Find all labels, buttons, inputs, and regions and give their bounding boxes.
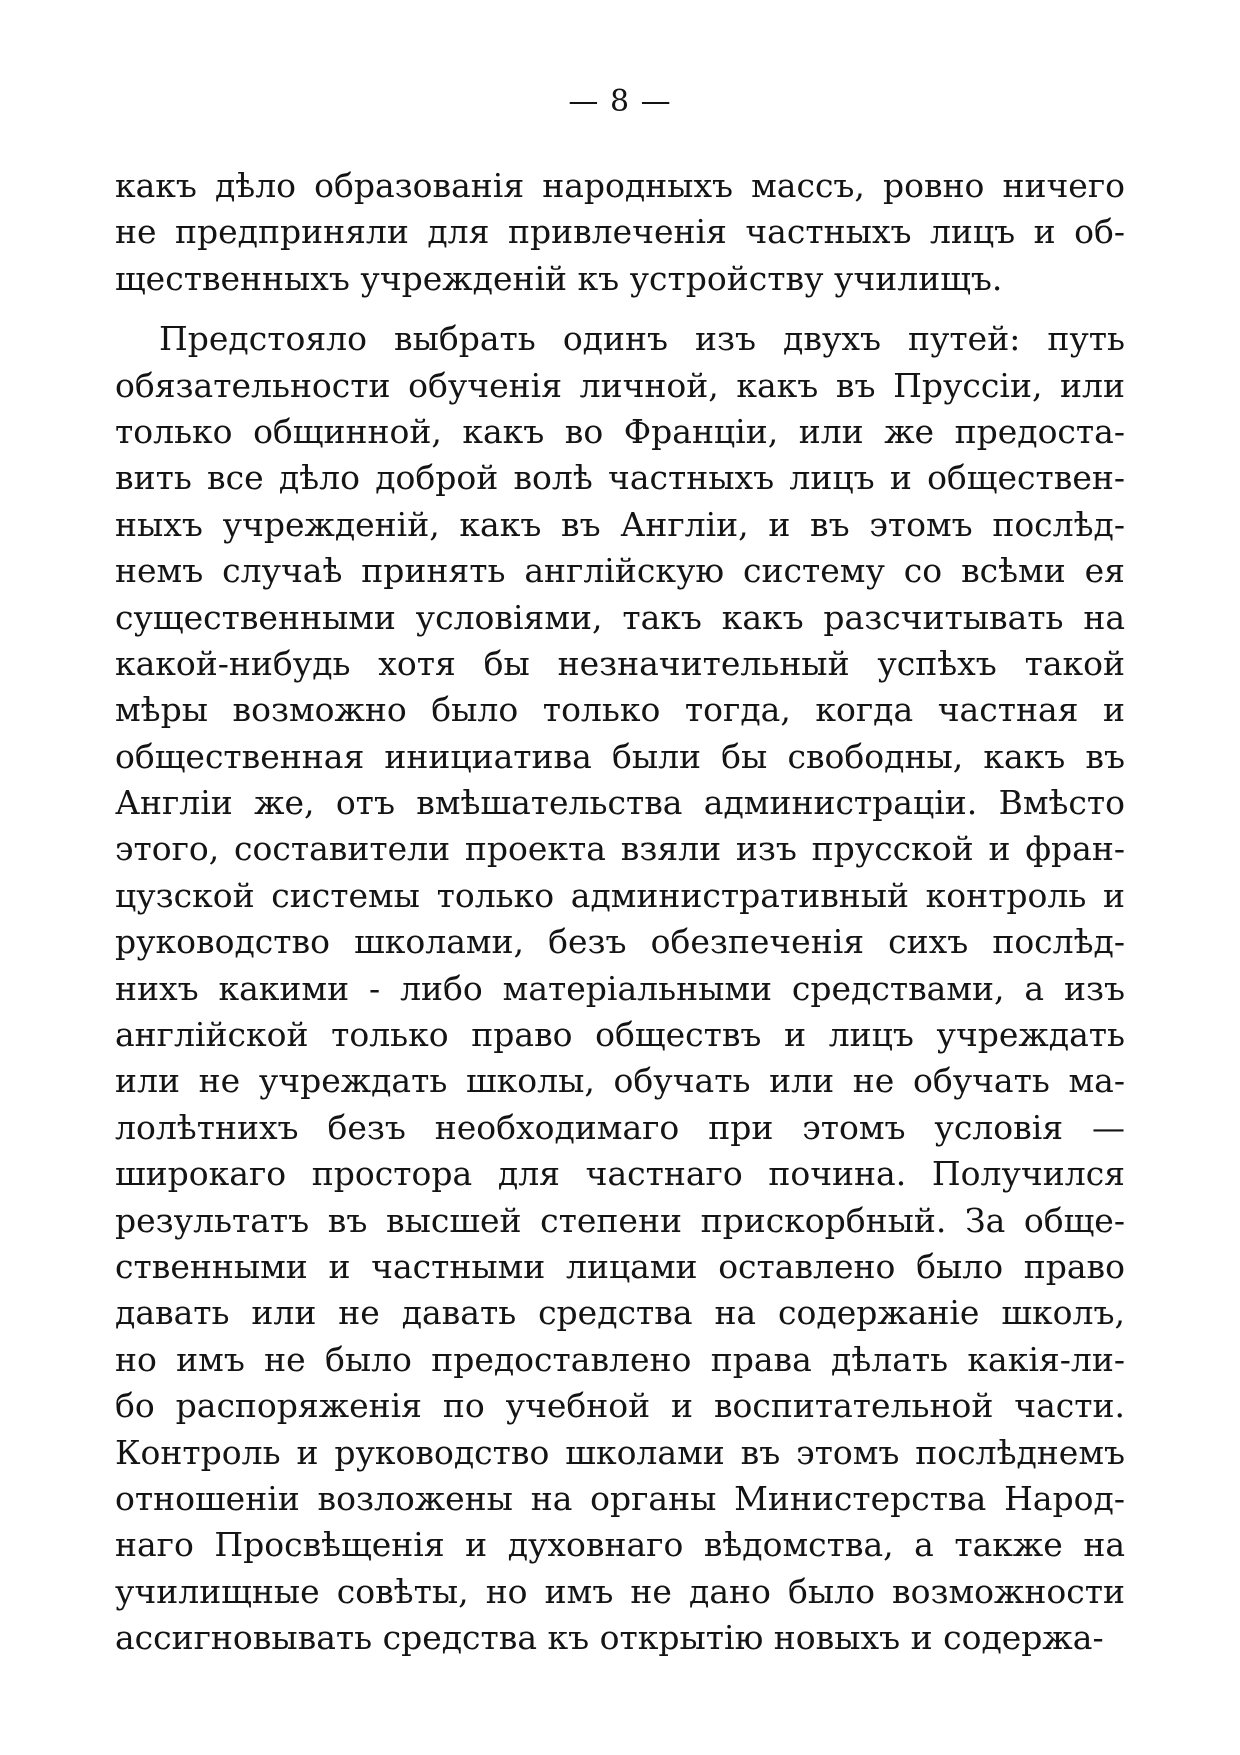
text-line: только общинной, какъ во Франціи, или же предоста-	[115, 411, 1125, 451]
text-line: щественныхъ учрежденій къ устройству училищъ.	[115, 258, 1003, 298]
text-line: результатъ въ высшей степени прискорбный. За обще-	[115, 1200, 1125, 1240]
text-line: этого, составители проекта взяли изъ прусской и фран-	[115, 829, 1125, 869]
text-line: какъ дѣло образованія народныхъ массъ, ровно ничего	[115, 166, 1125, 205]
text-line: обязательности обученія личной, какъ въ Пруссіи, или	[115, 365, 1125, 405]
text-line: немъ случаѣ принять англійскую систему со всѣми ея	[115, 551, 1125, 591]
text-line: или не учреждать школы, обучать или не обучать ма-	[115, 1061, 1125, 1101]
text-line: общественная инициатива были бы свободны, какъ въ	[115, 736, 1125, 776]
text-line: широкаго простора для частнаго почина. Получился	[115, 1154, 1125, 1194]
text-line: не предприняли для привлеченія частныхъ лицъ и об-	[115, 212, 1125, 252]
text-line: лолѣтнихъ безъ необходимаго при этомъ условія —	[115, 1107, 1125, 1147]
text-line: отношеніи возложены на органы Министерства Народ-	[115, 1478, 1125, 1518]
body-text	[115, 163, 1125, 1662]
text-line: наго Просвѣщенія и духовнаго вѣдомства, а также на	[115, 1525, 1125, 1565]
text-line: Предстояло выбрать одинъ изъ двухъ путей: путь	[159, 319, 1125, 359]
text-line: Контроль и руководство школами въ этомъ послѣднемъ	[115, 1432, 1125, 1472]
text-line: существенными условіями, такъ какъ разсчитывать на	[115, 597, 1125, 637]
text-line: ственными и частными лицами оставлено было право	[115, 1246, 1125, 1286]
text-line: руководство школами, безъ обезпеченія сихъ послѣд-	[115, 922, 1125, 962]
text-line: англійской только право обществъ и лицъ учреждать	[115, 1015, 1125, 1055]
text-line: вить все дѣло доброй волѣ частныхъ лицъ и обществен-	[115, 458, 1125, 498]
text-line: бо распоряженія по учебной и воспитательной части.	[115, 1386, 1125, 1426]
text-line: цузской системы только административный контроль и	[115, 875, 1125, 915]
paragraph	[115, 163, 1125, 302]
text-line: Англіи же, отъ вмѣшательства администраціи. Вмѣсто	[115, 783, 1125, 823]
text-line: нихъ какими - либо матеріальными средствами, а изъ	[115, 968, 1125, 1008]
paragraph	[115, 316, 1125, 1661]
paragraph-gap	[115, 302, 1125, 316]
text-line: но имъ не было предоставлено права дѣлать какія-ли-	[115, 1339, 1125, 1379]
text-line: мѣры возможно было только тогда, когда частная и	[115, 690, 1125, 730]
text-line: какой-нибудь хотя бы незначительный успѣхъ такой	[115, 643, 1125, 683]
text-line: ныхъ учрежденій, какъ въ Англіи, и въ этомъ послѣд-	[115, 504, 1125, 544]
text-line: ассигновывать средства къ открытію новыхъ и содержа-	[115, 1618, 1104, 1658]
text-line: училищные совѣты, но имъ не дано было возможности	[115, 1571, 1125, 1611]
page-number: — 8 —	[568, 84, 672, 119]
text-line: давать или не давать средства на содержаніе школъ,	[115, 1293, 1125, 1333]
